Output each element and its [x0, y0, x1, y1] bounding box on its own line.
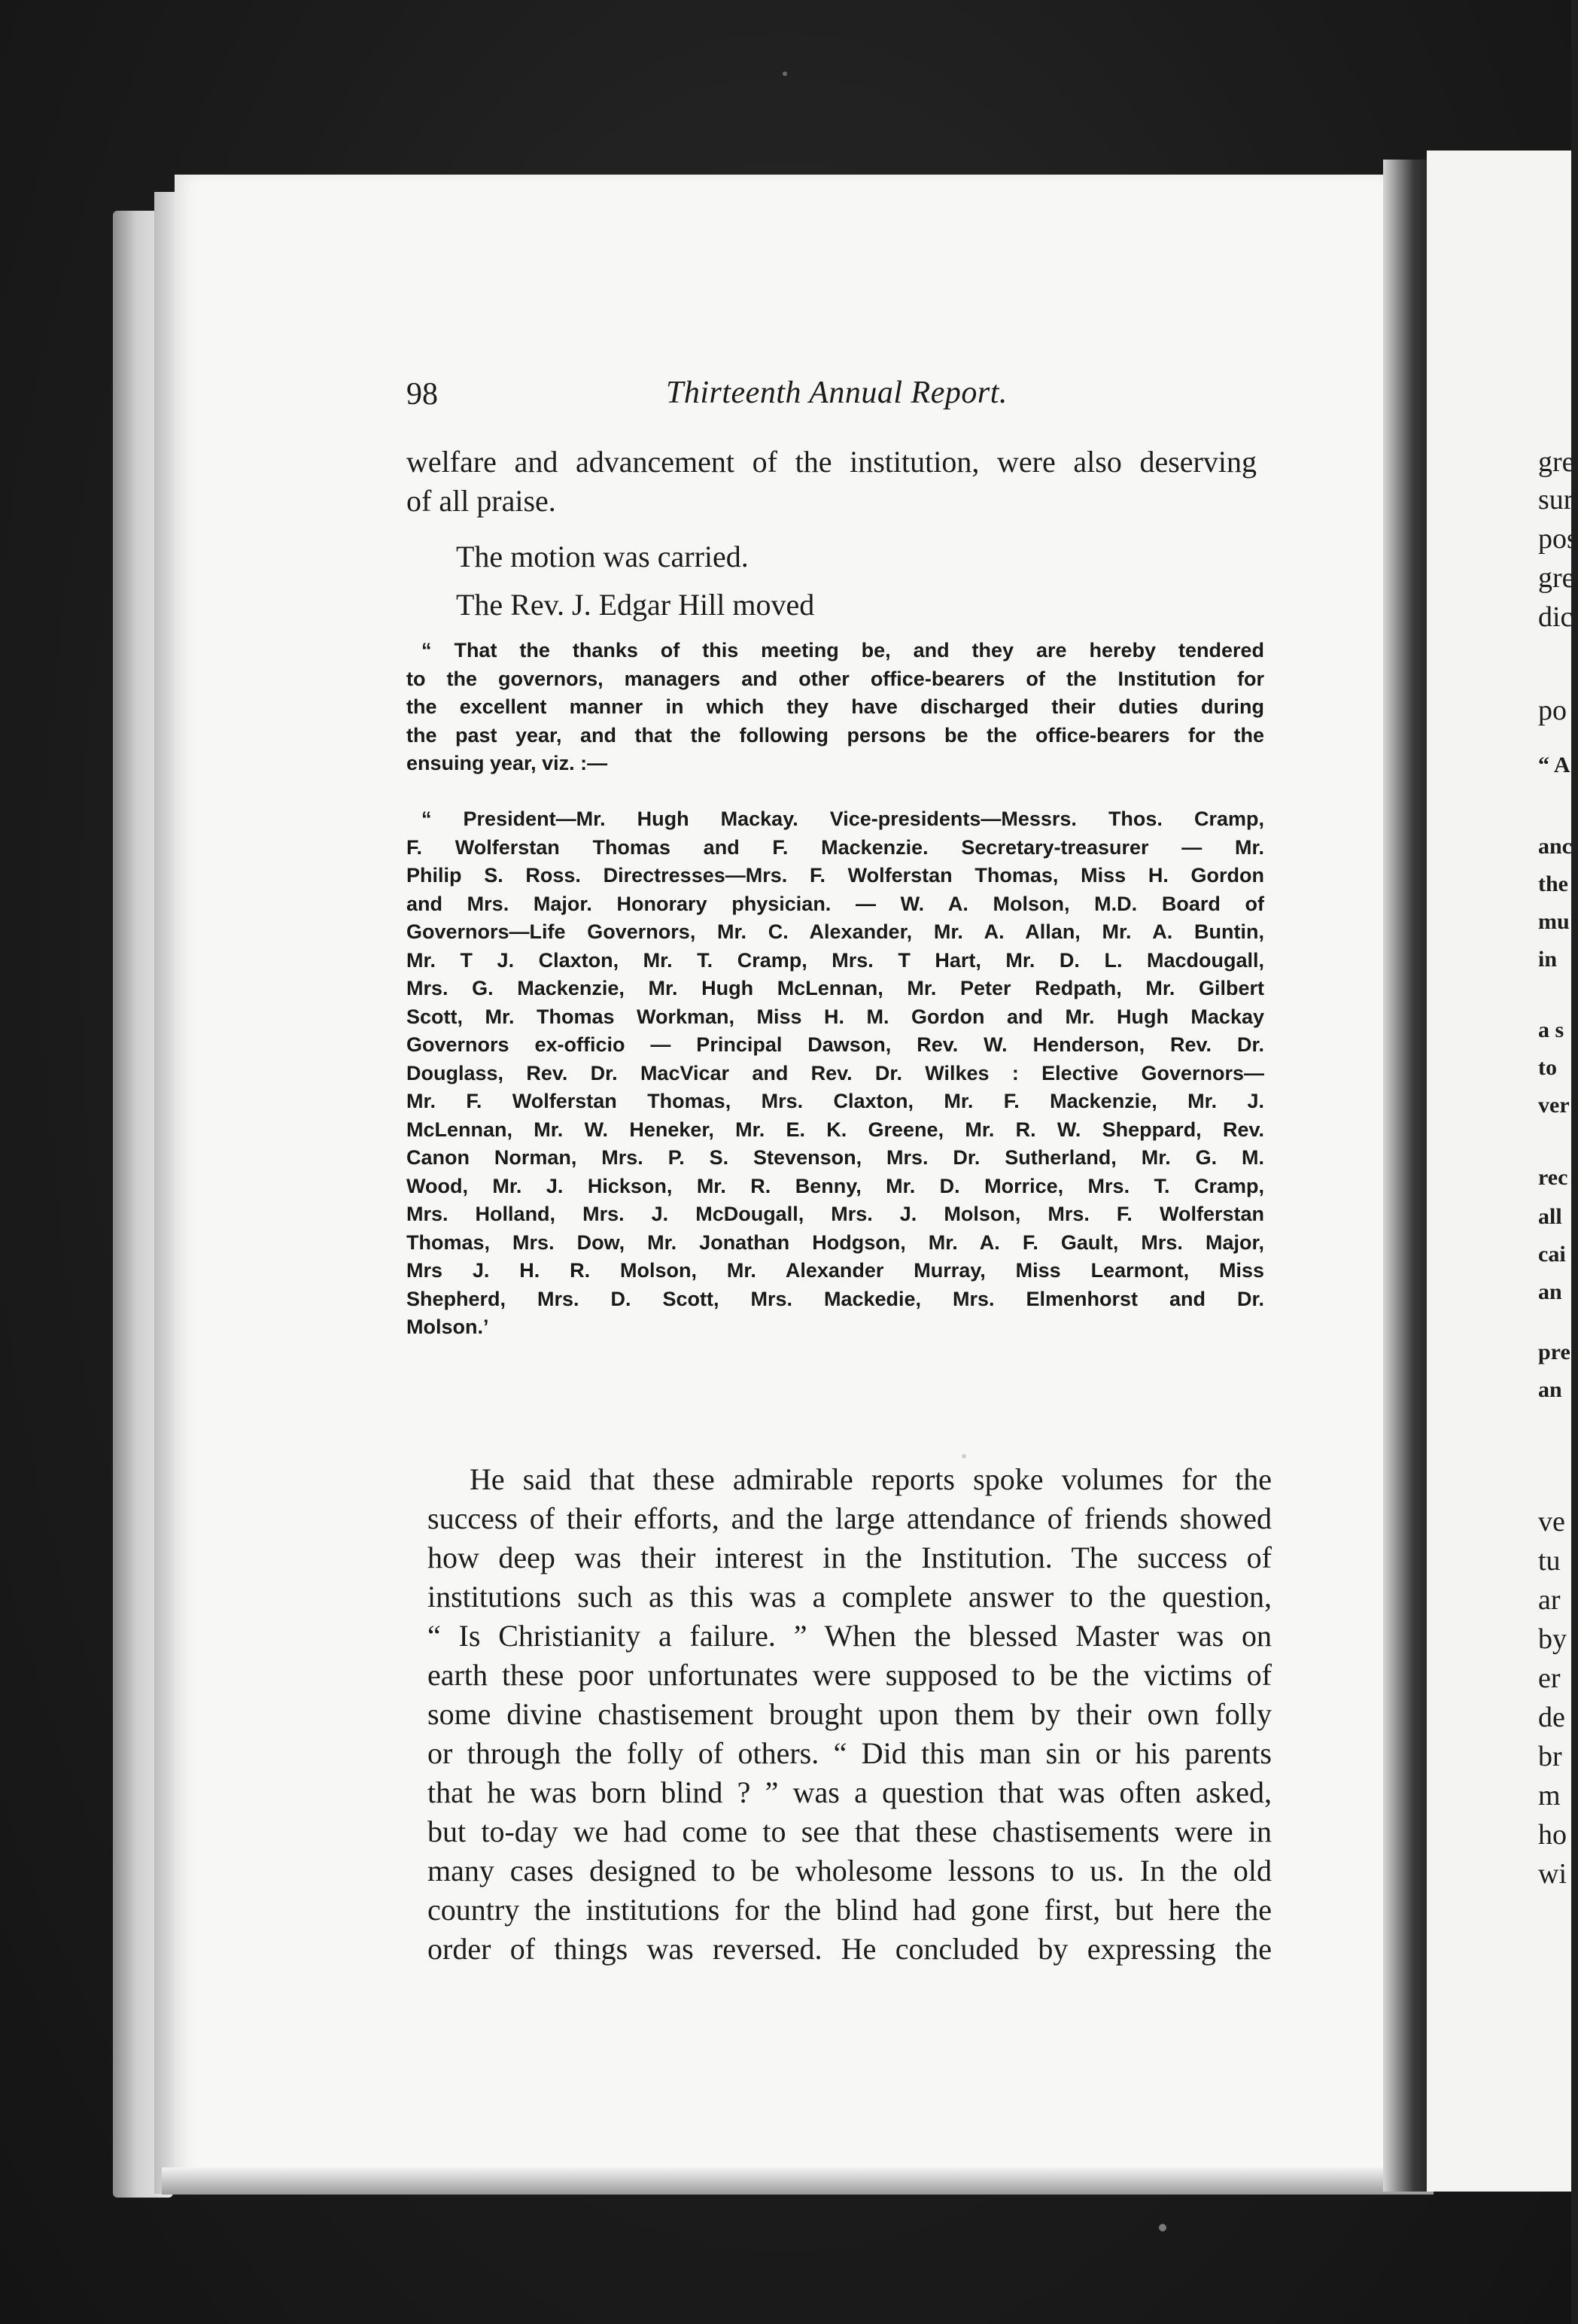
facing-page-fragment: in: [1538, 947, 1558, 972]
text-line: earth these poor unfortunates were supposed to be the victims of: [427, 1658, 1272, 1692]
text-line: Douglass, Rev. Dr. MacVicar and Rev. Dr. Wilkes : Elective Governors—: [406, 1061, 1264, 1084]
dust-speck: [783, 71, 787, 76]
text-line: and Mrs. Major. Honorary physician. — W. A. Molson, M.D. Board of: [406, 892, 1264, 915]
text-line: many cases designed to be wholesome lessons to us. In the old: [427, 1854, 1272, 1887]
facing-page-fragment: the: [1538, 872, 1568, 896]
facing-page-fragment: by: [1538, 1623, 1567, 1655]
text-line: Wood, Mr. J. Hickson, Mr. R. Benny, Mr. D. Morrice, Mrs. T. Cramp,: [406, 1174, 1264, 1197]
text-line: that he was born blind ? ” was a question that was often asked,: [427, 1775, 1272, 1809]
text-line: He said that these admirable reports spoke volumes for the: [470, 1462, 1272, 1496]
page-number: 98: [406, 377, 438, 412]
text-line: Scott, Mr. Thomas Workman, Miss H. M. Gordon and Mr. Hugh Mackay: [406, 1005, 1264, 1028]
paragraph-welfare: [406, 443, 1257, 521]
facing-page-fragment: ver: [1538, 1093, 1570, 1118]
text-line: Mr. F. Wolferstan Thomas, Mrs. Claxton, Mr. F. Mackenzie, Mr. J.: [406, 1090, 1264, 1112]
text-line: Governors ex-officio — Principal Dawson, Rev. W. Henderson, Rev. Dr.: [406, 1033, 1264, 1056]
text-line: to the governors, managers and other office-bearers of the Institution for: [406, 667, 1264, 690]
text-line: some divine chastisement brought upon them by their own folly: [427, 1697, 1272, 1731]
facing-page-fragment: cai: [1538, 1242, 1566, 1267]
resolution-officers: [406, 805, 1264, 1342]
facing-page-fragment: sur: [1538, 484, 1573, 516]
running-title: Thirteenth Annual Report.: [666, 376, 1008, 410]
book-gutter: [1383, 160, 1427, 2192]
facing-page-fragment: gre: [1538, 562, 1575, 594]
text-line: Mr. T J. Claxton, Mr. T. Cramp, Mrs. T Hart, Mr. D. L. Macdougall,: [406, 948, 1264, 972]
paragraph-hill-moved: [456, 586, 1306, 625]
text-line: of all praise.: [406, 484, 556, 518]
resolution-intro: [406, 637, 1264, 778]
facing-page-fragment: tu: [1538, 1545, 1561, 1577]
text-line: Mrs. Holland, Mrs. J. McDougall, Mrs. J. Molson, Mrs. F. Wolferstan: [406, 1203, 1264, 1225]
text-line: “ Is Christianity a failure. ” When the blessed Master was on: [427, 1619, 1272, 1653]
facing-page-fragment: wi: [1538, 1858, 1567, 1890]
facing-page-fragment: mu: [1538, 909, 1570, 934]
facing-page-fragment: anc: [1538, 834, 1572, 859]
text-line: success of their efforts, and the large attendance of friends showed: [427, 1501, 1272, 1535]
paragraph-motion-carried: [456, 537, 1306, 576]
text-line: The motion was carried.: [456, 540, 749, 573]
text-line: order of things was reversed. He concluded by expressing the: [427, 1932, 1272, 1966]
text-line: “ That the thanks of this meeting be, and they are hereby tendered: [421, 639, 1264, 662]
text-line: Shepherd, Mrs. D. Scott, Mrs. Mackedie, Mrs. Elmenhorst and Dr.: [406, 1287, 1264, 1310]
text-line: country the institutions for the blind had gone first, but here the: [427, 1893, 1272, 1927]
page-header: [406, 376, 1264, 421]
text-line: Mrs. G. Mackenzie, Mr. Hugh McLennan, Mr. Peter Redpath, Mr. Gilbert: [406, 977, 1264, 999]
facing-page-fragment: rec: [1538, 1165, 1568, 1190]
facing-page-fragment: an: [1538, 1279, 1562, 1304]
facing-page-fragment: all: [1538, 1204, 1562, 1229]
facing-page-fragment: de: [1538, 1702, 1565, 1733]
text-line: The Rev. J. Edgar Hill moved: [456, 588, 815, 622]
text-line: Mrs J. H. R. Molson, Mr. Alexander Murray, Miss Learmont, Miss: [406, 1259, 1264, 1282]
facing-page-fragment: pos: [1538, 523, 1578, 555]
facing-page-fragment: ar: [1538, 1584, 1561, 1616]
text-line: “ President—Mr. Hugh Mackay. Vice-presidents—Messrs. Thos. Cramp,: [421, 808, 1264, 830]
text-line: the excellent manner in which they have discharged their duties during: [406, 695, 1264, 718]
text-line: Thomas, Mrs. Dow, Mr. Jonathan Hodgson, Mr. A. F. Gault, Mrs. Major,: [406, 1230, 1264, 1254]
text-line: how deep was their interest in the Institution. The success of: [427, 1541, 1272, 1574]
dust-speck: [1159, 2224, 1166, 2231]
facing-page-fragment: “ A: [1538, 753, 1570, 777]
text-line: Governors—Life Governors, Mr. C. Alexander, Mr. A. Allan, Mr. A. Buntin,: [406, 920, 1264, 943]
text-line: the past year, and that the following persons be the office-bearers for the: [406, 723, 1264, 747]
facing-page-fragment: a s: [1538, 1018, 1564, 1042]
text-line: F. Wolferstan Thomas and F. Mackenzie. Secretary-treasurer — Mr.: [406, 835, 1264, 859]
text-line: or through the folly of others. “ Did this man sin or his parents: [427, 1736, 1272, 1770]
facing-page-fragment: pre: [1538, 1340, 1570, 1364]
text-line: McLennan, Mr. W. Heneker, Mr. E. K. Greene, Mr. R. W. Sheppard, Rev.: [406, 1118, 1264, 1141]
facing-page-fragment: gre: [1538, 446, 1575, 478]
facing-page-fragment: ho: [1538, 1819, 1567, 1851]
book-bottom-edge: [162, 2167, 1434, 2195]
text-line: Molson.’: [406, 1316, 489, 1338]
facing-page-fragment: an: [1538, 1377, 1562, 1402]
text-line: ensuing year, viz. :—: [406, 752, 608, 774]
facing-page-fragment: m: [1538, 1780, 1561, 1811]
facing-page-fragment: dic: [1538, 601, 1573, 633]
paragraph-hill-speech: [427, 1460, 1272, 1969]
text-line: Canon Norman, Mrs. P. S. Stevenson, Mrs. Dr. Sutherland, Mr. G. M.: [406, 1146, 1264, 1169]
print-speck: [962, 1454, 966, 1459]
text-line: welfare and advancement of the institution, were also deserving: [406, 445, 1257, 479]
facing-page-fragment: ve: [1538, 1506, 1565, 1538]
facing-page-fragment: to: [1538, 1055, 1557, 1080]
text-line: Philip S. Ross. Directresses—Mrs. F. Wolferstan Thomas, Miss H. Gordon: [406, 864, 1264, 887]
text-line: institutions such as this was a complete answer to the question,: [427, 1580, 1272, 1614]
facing-page-fragment: er: [1538, 1662, 1561, 1694]
facing-page: [1427, 151, 1578, 2192]
facing-page-fragment: po: [1538, 695, 1567, 726]
text-line: but to-day we had come to see that these chastisements were in: [427, 1814, 1272, 1848]
facing-page-fragment: br: [1538, 1741, 1562, 1772]
